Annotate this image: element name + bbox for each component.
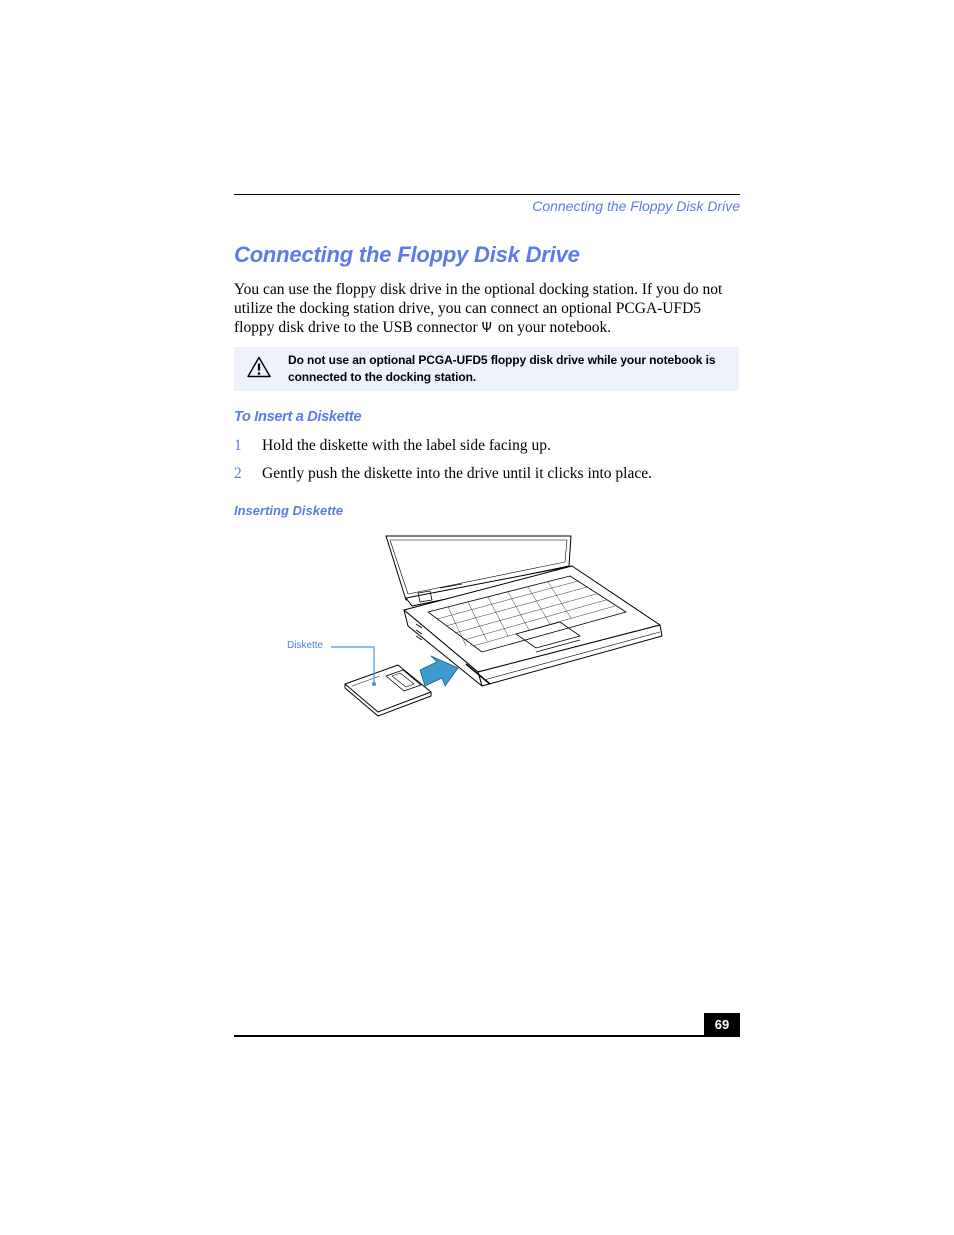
footer-rule (234, 1035, 740, 1037)
step-item (234, 437, 551, 455)
intro-text: You can use the floppy disk drive in the optional docking station. If you do not utilize the docking station drive, you can connect an optional PCGA-UFD5 floppy disk drive to the USB connector (234, 281, 723, 336)
diskette-icon (345, 665, 431, 716)
step-number: 2 (234, 465, 242, 482)
header-rule (234, 194, 740, 195)
running-header: Connecting the Floppy Disk Drive (532, 198, 740, 214)
step-text: Hold the diskette with the label side facing up. (262, 437, 551, 454)
laptop-diskette-illustration (280, 530, 670, 725)
step-text: Gently push the diskette into the drive until it clicks into place. (262, 465, 653, 482)
intro-paragraph (234, 280, 734, 338)
intro-text-end: on your notebook. (497, 319, 612, 336)
step-number: 1 (234, 437, 242, 454)
figure-caption: Inserting Diskette (234, 503, 344, 518)
procedure-heading: To Insert a Diskette (234, 409, 362, 425)
diskette-callout-label: Diskette (287, 640, 324, 651)
usb-icon: Ψ (481, 321, 492, 336)
page-title: Connecting the Floppy Disk Drive (234, 242, 580, 267)
warning-triangle-icon (247, 356, 271, 378)
step-item (234, 465, 652, 483)
warning-box (234, 347, 739, 391)
warning-text: Do not use an optional PCGA-UFD5 floppy disk drive while your notebook is connected to the docking station. (288, 353, 716, 384)
page-number: 69 (704, 1013, 740, 1037)
